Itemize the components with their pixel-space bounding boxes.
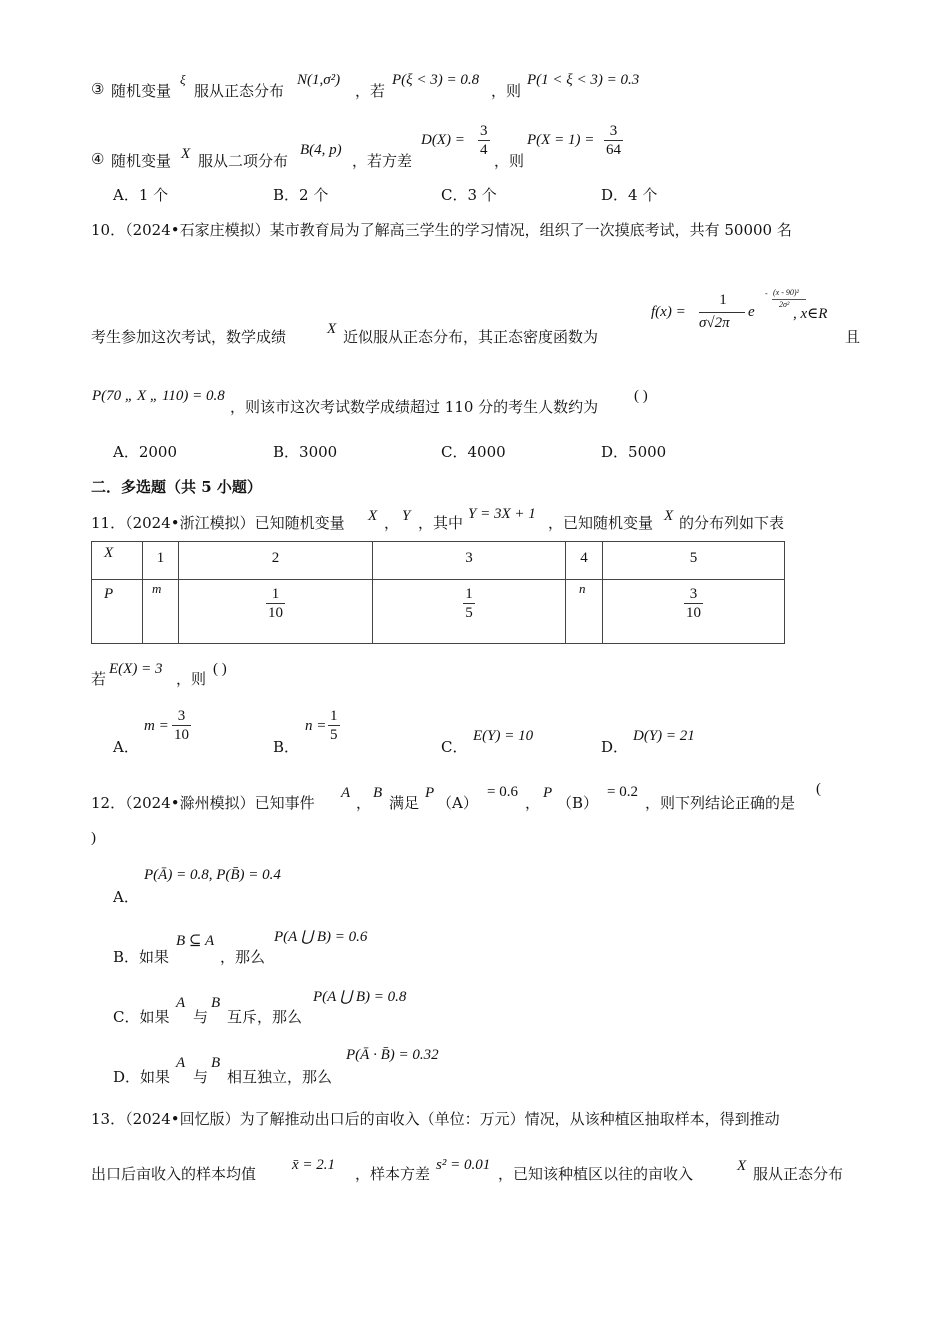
fraction-3-4: $\frac{3}{4}$ bbox=[480, 123, 488, 158]
q11-stem-a: 11．（2024•浙江模拟）已知随机变量 bbox=[91, 514, 345, 532]
cell-frac: $\frac{1}{5}$ bbox=[373, 580, 566, 644]
math-x: X bbox=[664, 508, 674, 524]
math-result: P(1 < ξ < 3) = 0.3 bbox=[527, 72, 640, 88]
math-lhs: m = bbox=[144, 718, 169, 734]
text: 与 bbox=[193, 1068, 209, 1086]
text: ， bbox=[356, 794, 372, 812]
distribution-table bbox=[91, 541, 785, 644]
math-variance: s² = 0.01 bbox=[436, 1157, 491, 1173]
math-one: 1 bbox=[719, 292, 727, 308]
math-a: A bbox=[176, 995, 186, 1011]
math-expr: E(Y) = 10 bbox=[473, 728, 534, 744]
text: 若 bbox=[91, 670, 107, 688]
option-c[interactable]: C．3 个 bbox=[441, 186, 497, 204]
fraction-3-64: $\frac{3}{64}$ bbox=[606, 123, 621, 158]
math-x: X bbox=[327, 321, 337, 337]
text: ，若 bbox=[355, 82, 386, 100]
text: ，则 bbox=[491, 82, 522, 100]
math-value: = 0.6 bbox=[487, 784, 518, 800]
text: ，则 bbox=[494, 152, 525, 170]
math-domain: , x∈R bbox=[793, 306, 828, 322]
math-mean: x̄ = 2.1 bbox=[292, 1157, 336, 1173]
math-x: X bbox=[181, 146, 191, 162]
q13-line2d: 服从正态分布 bbox=[753, 1165, 844, 1183]
text: 随机变量 bbox=[111, 82, 172, 100]
math-xi: ξ bbox=[180, 72, 186, 87]
text-qie: 且 bbox=[845, 328, 861, 346]
text: 相互独立，那么 bbox=[227, 1068, 333, 1086]
math-b: B bbox=[211, 995, 221, 1011]
math-expr: P(Ā · B̄) = 0.32 bbox=[346, 1047, 439, 1063]
text: （A） bbox=[437, 794, 478, 812]
math-lhs: n = bbox=[305, 718, 327, 734]
text: ，那么 bbox=[220, 948, 266, 966]
math-a: A bbox=[176, 1055, 186, 1071]
table-row-prob bbox=[92, 580, 785, 644]
cell-frac: $\frac{1}{10}$ bbox=[179, 580, 373, 644]
text: 与 bbox=[193, 1008, 209, 1026]
text: 服从二项分布 bbox=[198, 152, 289, 170]
math-normal-dist: N(1,σ²) bbox=[297, 72, 341, 88]
cell-m: m bbox=[143, 580, 179, 644]
text: 服从正态分布 bbox=[194, 82, 285, 100]
math-expr: P(Ā) = 0.8, P(B̄) = 0.4 bbox=[144, 867, 281, 883]
text: ，若方差 bbox=[352, 152, 413, 170]
math-expr: P(A ⋃ B) = 0.8 bbox=[313, 989, 407, 1005]
fraction-1-5: $\frac{1}{5}$ bbox=[330, 708, 338, 743]
math-fx: f(x) = bbox=[651, 304, 686, 320]
math-p: P bbox=[425, 785, 435, 801]
exponent-num: (x - 90)² bbox=[773, 288, 799, 297]
option-b[interactable]: B．3000 bbox=[273, 443, 338, 461]
q11-stem-c: ，已知随机变量 bbox=[548, 514, 654, 532]
math-value: = 0.2 bbox=[607, 784, 638, 800]
math-b: B bbox=[211, 1055, 221, 1071]
math-expr: D(Y) = 21 bbox=[633, 728, 695, 744]
header-cell: 3 bbox=[373, 542, 566, 580]
header-cell: 2 bbox=[179, 542, 373, 580]
option-label: C．如果 bbox=[113, 1008, 170, 1026]
option-label: D． bbox=[601, 738, 629, 756]
fraction-3-10: $\frac{3}{10}$ bbox=[174, 708, 189, 743]
q13-line2b: ，样本方差 bbox=[355, 1165, 431, 1183]
math-expr: P(A ⋃ B) = 0.6 bbox=[274, 929, 368, 945]
math-condition: B ⊆ A bbox=[176, 933, 215, 949]
text: ，则 bbox=[176, 670, 207, 688]
option-label: A． bbox=[113, 888, 139, 906]
header-cell: X bbox=[92, 542, 143, 580]
text: ， bbox=[525, 794, 541, 812]
option-label: D．如果 bbox=[113, 1068, 171, 1086]
q11-stem-d: 的分布列如下表 bbox=[679, 514, 785, 532]
q13-line2c: ，已知该种植区以往的亩收入 bbox=[498, 1165, 694, 1183]
math-b: B bbox=[373, 785, 383, 801]
q10-line2a: 考生参加这次考试，数学成绩 bbox=[91, 328, 287, 346]
option-label: A． bbox=[113, 738, 139, 756]
math-a: A bbox=[341, 785, 351, 801]
math-condition: P(ξ < 3) = 0.8 bbox=[392, 72, 480, 88]
math-minus: - bbox=[765, 289, 768, 298]
option-label: C． bbox=[441, 738, 468, 756]
option-a[interactable]: A．1 个 bbox=[113, 186, 169, 204]
table-row-header bbox=[92, 542, 785, 580]
cell-frac: $\frac{3}{10}$ bbox=[603, 580, 785, 644]
q10-line3: ，则该市这次考试数学成绩超过 110 分的考生人数约为 bbox=[230, 398, 599, 416]
section-heading: 二．多选题（共 5 小题） bbox=[91, 478, 262, 496]
header-cell: 4 bbox=[566, 542, 603, 580]
q10-line1: 10．（2024•石家庄模拟）某市教育局为了解高三学生的学习情况，组织了一次摸底考试，共有 50000 名 bbox=[91, 221, 792, 239]
math-condition: P(70 „ X „ 110) = 0.8 bbox=[92, 388, 225, 404]
option-label: B． bbox=[273, 738, 300, 756]
math-variance-label: D(X) = bbox=[421, 132, 465, 148]
math-x: X bbox=[368, 508, 378, 524]
q12-stem-a: 12．（2024•滁州模拟）已知事件 bbox=[91, 794, 315, 812]
math-sigma-root: σ√2π bbox=[699, 315, 730, 331]
answer-paren: ( ) bbox=[213, 661, 227, 677]
open-paren: ( bbox=[816, 781, 821, 797]
q10-line2b: 近似服从正态分布，其正态密度函数为 bbox=[343, 328, 599, 346]
option-a[interactable]: A．2000 bbox=[113, 443, 178, 461]
text: 满足 bbox=[389, 794, 420, 812]
text: 随机变量 bbox=[111, 152, 172, 170]
fraction-bar bbox=[699, 312, 745, 313]
row-label: P bbox=[92, 580, 143, 644]
q13-line2a: 出口后亩收入的样本均值 bbox=[91, 1165, 257, 1183]
text: ， bbox=[384, 514, 400, 532]
circle-3-marker: ③ bbox=[91, 80, 105, 98]
math-relation: Y = 3X + 1 bbox=[468, 506, 536, 522]
header-cell: 1 bbox=[143, 542, 179, 580]
answer-paren: ( ) bbox=[634, 388, 648, 404]
math-x: X bbox=[737, 1158, 747, 1174]
q12-stem-c: ，则下列结论正确的是 bbox=[645, 794, 796, 812]
cell-n: n bbox=[566, 580, 603, 644]
option-label: B．如果 bbox=[113, 948, 170, 966]
math-expectation: E(X) = 3 bbox=[109, 661, 163, 677]
exponent-den: 2σ² bbox=[779, 300, 790, 309]
option-c[interactable]: C．4000 bbox=[441, 443, 506, 461]
math-p: P bbox=[543, 785, 553, 801]
text: （B） bbox=[557, 794, 599, 812]
math-y: Y bbox=[402, 508, 411, 524]
option-d[interactable]: D．4 个 bbox=[601, 186, 658, 204]
math-e: e bbox=[748, 304, 755, 320]
density-formula bbox=[651, 288, 846, 338]
header-cell: 5 bbox=[603, 542, 785, 580]
q11-stem-b: ，其中 bbox=[418, 514, 464, 532]
text: 互斥，那么 bbox=[227, 1008, 303, 1026]
option-d[interactable]: D．5000 bbox=[601, 443, 667, 461]
option-b[interactable]: B．2 个 bbox=[273, 186, 329, 204]
circle-4-marker: ④ bbox=[91, 150, 105, 168]
math-binomial-dist: B(4, p) bbox=[300, 142, 342, 158]
q13-line1: 13．（2024•回忆版）为了解推动出口后的亩收入（单位：万元）情况，从该种植区抽取样本，得到推动 bbox=[91, 1110, 780, 1128]
close-paren: ) bbox=[91, 830, 96, 846]
math-prob-label: P(X = 1) = bbox=[527, 132, 595, 148]
